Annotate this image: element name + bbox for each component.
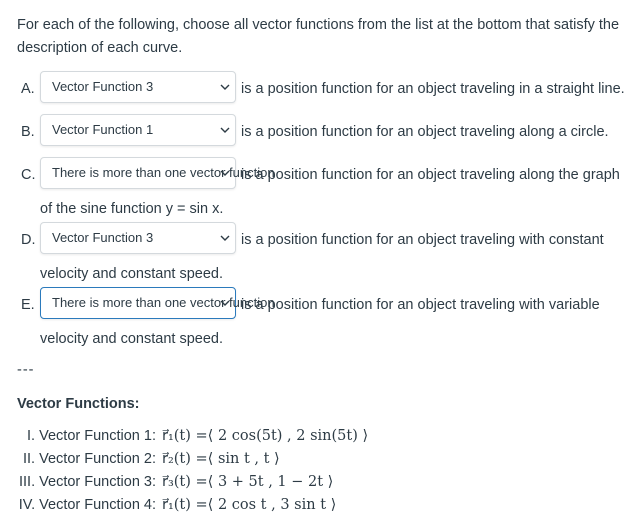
chevron-down-icon xyxy=(220,169,230,177)
dropdown-value: Vector Function 1 xyxy=(52,122,154,137)
question-text-continued: of the sine function y = sin x. xyxy=(40,201,224,217)
vector-function-expression: r⃗₁(t) =⟨ 2 cos t , 3 sin t ⟩ xyxy=(162,497,337,513)
chevron-down-icon xyxy=(220,83,230,91)
vector-functions-title: Vector Functions: xyxy=(17,396,140,412)
answer-dropdown-a[interactable] xyxy=(40,71,236,103)
dropdown-value: There is more than one vector function xyxy=(52,295,275,310)
question-text: is a position function for an object traveling with variable xyxy=(241,297,600,313)
vector-function-label: II. Vector Function 2: xyxy=(23,451,156,467)
question-letter: C. xyxy=(21,167,36,183)
answer-dropdown-e[interactable] xyxy=(40,287,275,319)
question-text-continued: velocity and constant speed. xyxy=(40,266,223,282)
chevron-down-icon xyxy=(220,299,230,307)
vector-function-label: I. Vector Function 1: xyxy=(27,428,156,444)
answer-dropdown-b[interactable] xyxy=(40,114,236,146)
dropdown-value: There is more than one vector function xyxy=(52,165,275,180)
answer-dropdown-c[interactable] xyxy=(40,157,275,189)
question-letter: A. xyxy=(21,81,35,97)
question-text: is a position function for an object traveling along a circle. xyxy=(241,124,609,140)
question-letter: D. xyxy=(21,232,36,248)
vector-function-label: III. Vector Function 3: xyxy=(18,474,156,490)
answer-dropdown-d[interactable] xyxy=(40,222,236,254)
question-text: is a position function for an object traveling in a straight line. xyxy=(241,81,625,97)
vector-function-label: IV. Vector Function 4: xyxy=(18,497,156,513)
dropdown-value: Vector Function 3 xyxy=(52,230,154,245)
chevron-down-icon xyxy=(220,126,230,134)
vector-function-expression: r⃗₃(t) =⟨ 3 + 5t , 1 − 2t ⟩ xyxy=(162,474,334,490)
vector-function-expression: r⃗₁(t) =⟨ 2 cos(5t) , 2 sin(5t) ⟩ xyxy=(162,428,369,444)
question-text: is a position function for an object traveling along the graph xyxy=(241,167,620,183)
chevron-down-icon xyxy=(220,234,230,242)
question-intro: For each of the following, choose all vector functions from the list at the bottom that satisfy the description of each curve. xyxy=(17,17,620,56)
question-letter: B. xyxy=(21,124,35,140)
question-text-continued: velocity and constant speed. xyxy=(40,331,223,347)
question-text: is a position function for an object traveling with constant xyxy=(241,232,604,248)
vector-function-expression: r⃗₂(t) =⟨ sin t , t ⟩ xyxy=(162,451,280,467)
question-letter: E. xyxy=(21,297,35,313)
separator: --- xyxy=(17,362,35,378)
dropdown-value: Vector Function 3 xyxy=(52,79,154,94)
